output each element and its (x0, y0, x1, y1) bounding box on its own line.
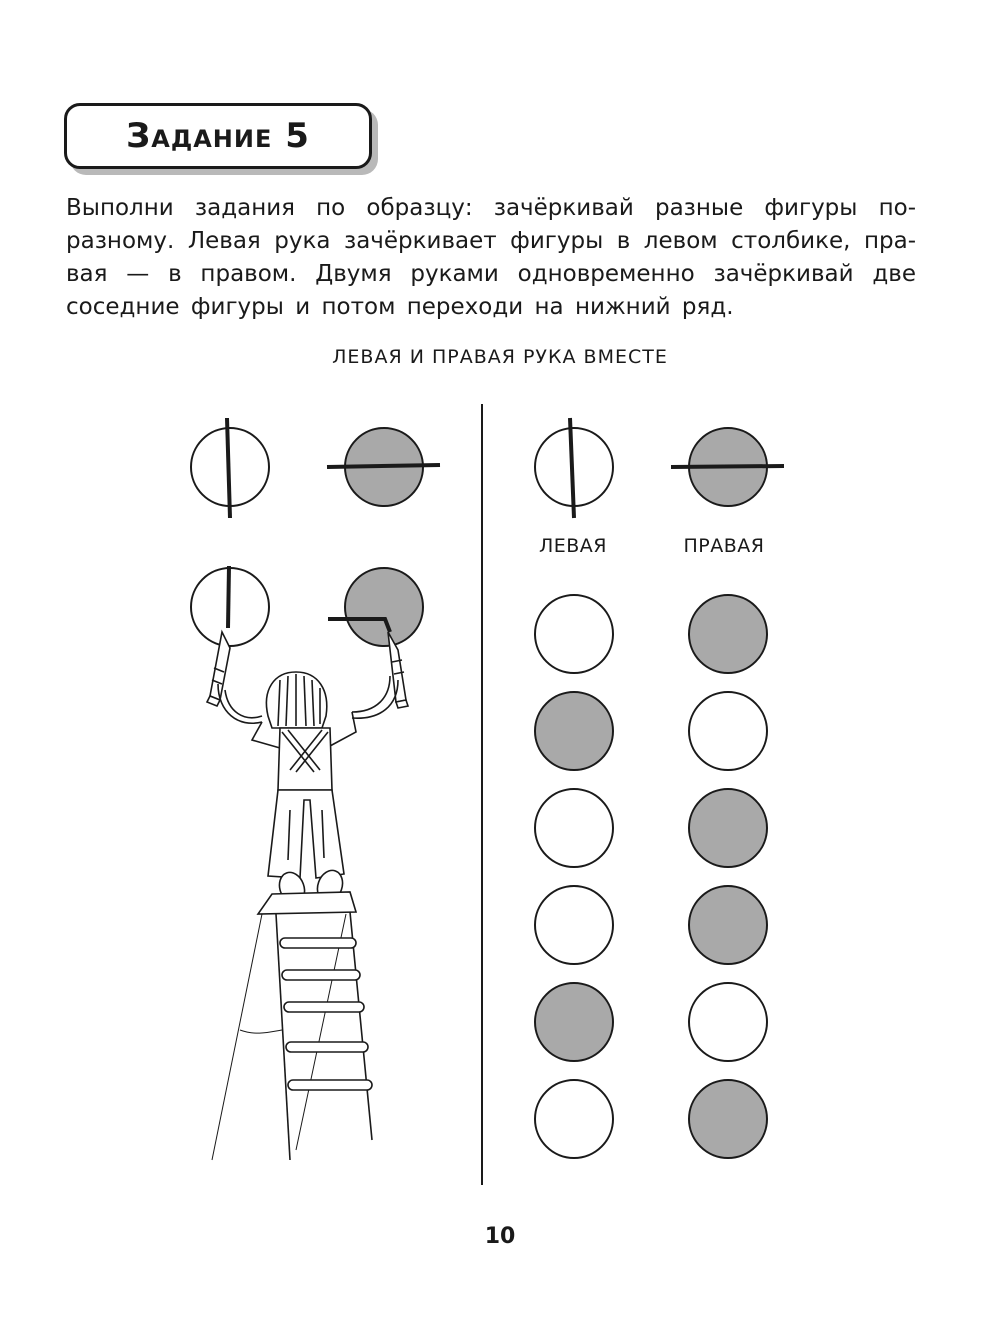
sample-white-circle-in-progress (191, 566, 269, 646)
exercise-circle-right-6[interactable] (689, 1080, 767, 1158)
right-column-label: ПРАВАЯ (683, 535, 765, 557)
exercise-circle-right-5[interactable] (689, 983, 767, 1061)
exercise-circle-grid (535, 595, 767, 1158)
sample-white-circle-vertical (191, 418, 269, 518)
exercise-circle-left-3[interactable] (535, 789, 613, 867)
exercise-circle-right-3[interactable] (689, 789, 767, 867)
exercise-circle-right-1[interactable] (689, 595, 767, 673)
section-subtitle: ЛЕВАЯ И ПРАВАЯ РУКА ВМЕСТЕ (332, 346, 668, 368)
child-on-ladder-illustration (207, 632, 408, 1160)
page-number: 10 (484, 1224, 516, 1249)
instructions-text: Выполни задания по образцу: зачёркивай разные фигуры поразному. Левая рука зачёркивает фигуры в левом столбике, правая — в правом. Двумя руками одновременно зачёркивай две соседние фигуры и потом переходи на нижний ряд. (66, 195, 916, 320)
exercise-circle-left-1[interactable] (535, 595, 613, 673)
exercise-circle-left-2[interactable] (535, 692, 613, 770)
exercise-circle-left-5[interactable] (535, 983, 613, 1061)
exercise-circle-right-2[interactable] (689, 692, 767, 770)
exercise-circle-right-4[interactable] (689, 886, 767, 964)
example-white-circle-vertical (535, 418, 613, 518)
task-title: Задание 5 (64, 103, 372, 169)
sample-gray-circle-horizontal (327, 428, 440, 506)
exercise-circle-left-6[interactable] (535, 1080, 613, 1158)
left-column-label: ЛЕВАЯ (538, 535, 608, 557)
exercise-circle-left-4[interactable] (535, 886, 613, 964)
sample-gray-circle-in-progress (328, 568, 423, 646)
example-gray-circle-horizontal (671, 428, 784, 506)
